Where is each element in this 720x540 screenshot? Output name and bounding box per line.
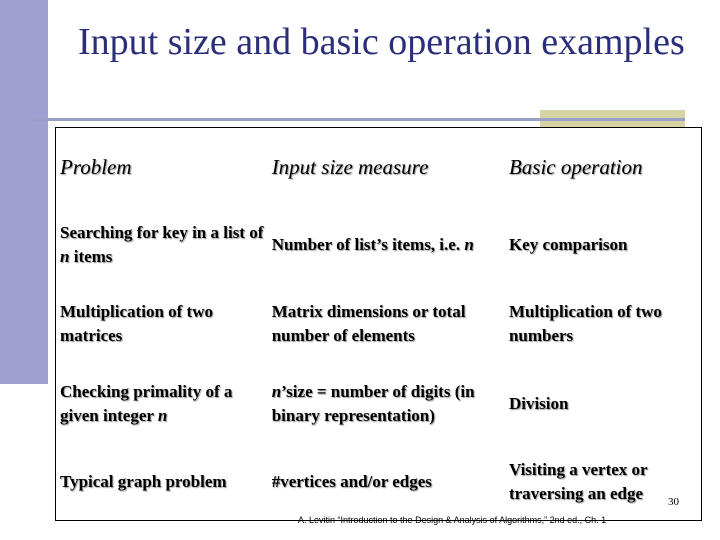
table-cell: Multiplication of two matrices — [60, 302, 213, 345]
table-cell: Key comparison — [508, 235, 628, 254]
table-row — [56, 444, 702, 521]
table-cell-last — [505, 444, 702, 521]
examples-table — [55, 127, 702, 521]
slide-title: Input size and basic operation examples — [78, 21, 685, 63]
table-row — [56, 364, 702, 444]
table-cell: n’size = number of digits (in binary representation) — [271, 382, 475, 425]
header-basic-operation: Basic operation — [508, 155, 643, 179]
left-accent-bar — [0, 0, 48, 384]
table-cell: Searching for key in a list of n items — [60, 223, 264, 266]
table-cell: Number of list’s items, i.e. n — [271, 235, 474, 254]
slide-number: 30 — [668, 496, 679, 508]
table-cell: Matrix dimensions or total number of elements — [271, 302, 466, 345]
table-row — [56, 284, 702, 364]
table-cell-text: Visiting a vertex or traversing an edge — [508, 460, 648, 503]
title-underline — [30, 118, 685, 121]
citation-footer: A. Levitin “Introduction to the Design & Analysis of Algorithms,” 2nd ed., Ch. 1 — [298, 515, 607, 525]
table-cell: Multiplication of two numbers — [508, 302, 662, 345]
table-cell: Checking primality of a given integer n — [60, 382, 233, 425]
header-problem: Problem — [60, 155, 132, 179]
table-cell: Division — [508, 394, 569, 413]
table-cell: #vertices and/or edges — [271, 472, 432, 491]
table-row — [56, 206, 702, 284]
header-input-size: Input size measure — [271, 155, 429, 179]
table-cell: Typical graph problem — [60, 472, 227, 491]
table-header-row — [56, 128, 702, 207]
